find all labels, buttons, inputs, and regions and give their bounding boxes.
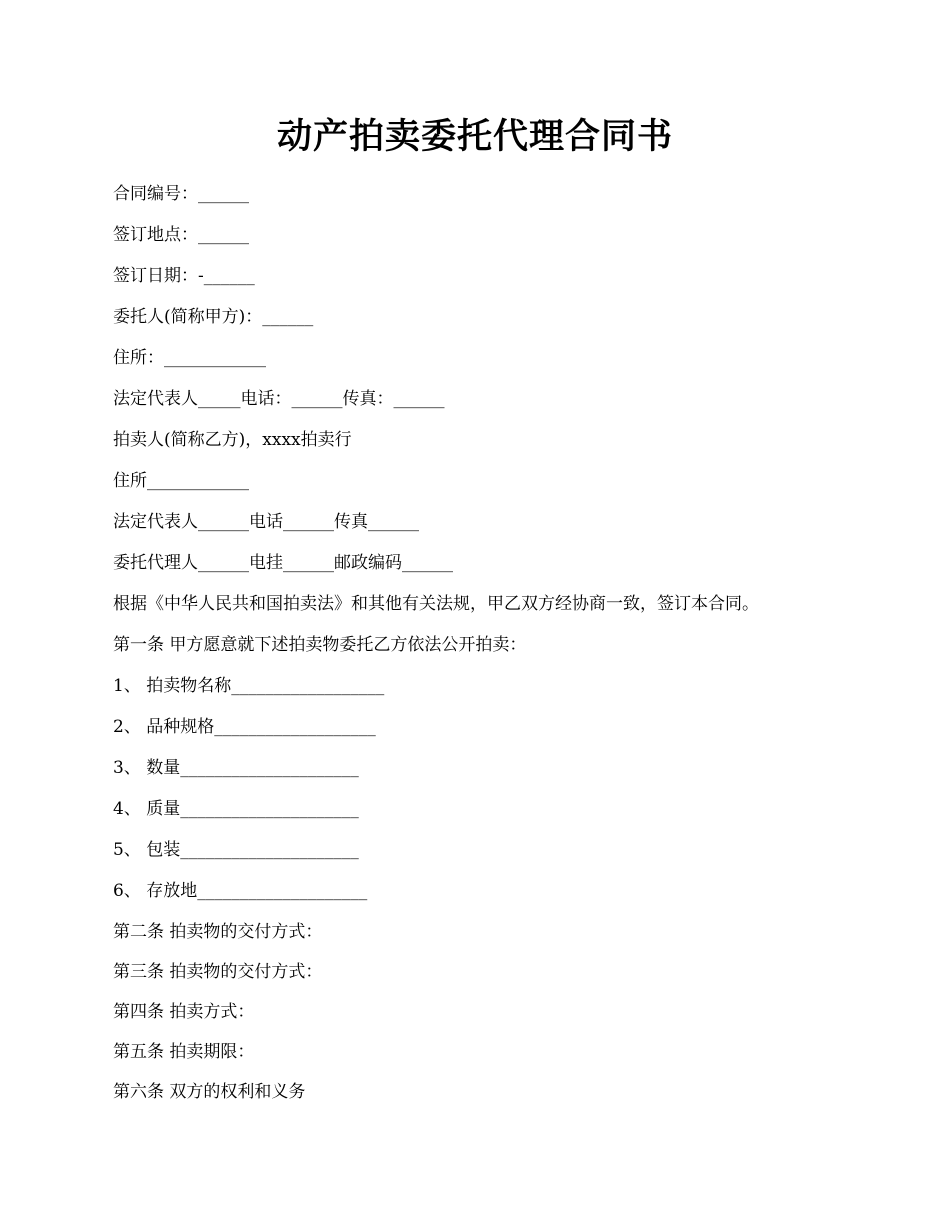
- principal-line: 委托人(简称甲方)：______: [113, 307, 314, 327]
- auctioneer-representative-line: 法定代表人______电话______传真______: [113, 512, 419, 532]
- list-item-specification: 2、 品种规格___________________: [113, 717, 376, 737]
- principal-address-line: 住所：____________: [113, 348, 266, 368]
- article-1-heading: 第一条 甲方愿意就下述拍卖物委托乙方依法公开拍卖：: [113, 635, 527, 655]
- auctioneer-line: 拍卖人(简称乙方)，xxxx拍卖行: [113, 430, 352, 450]
- article-4-heading: 第四条 拍卖方式：: [113, 1002, 255, 1022]
- list-item-quantity: 3、 数量_____________________: [113, 758, 359, 778]
- signing-place-line: 签订地点：______: [113, 225, 249, 245]
- document-body: [113, 179, 853, 1117]
- article-3-heading: 第三条 拍卖物的交付方式：: [113, 962, 323, 982]
- list-item-packaging: 5、 包装_____________________: [113, 840, 359, 860]
- list-item-item-name: 1、 拍卖物名称__________________: [113, 676, 385, 696]
- document-title: 动产拍卖委托代理合同书: [276, 116, 673, 157]
- preamble-paragraph: 根据《中华人民共和国拍卖法》和其他有关法规，甲乙双方经协商一致，签订本合同。: [113, 594, 759, 614]
- agent-line: 委托代理人______电挂______邮政编码______: [113, 553, 453, 573]
- article-6-heading: 第六条 双方的权利和义务: [113, 1082, 306, 1102]
- article-5-heading: 第五条 拍卖期限：: [113, 1042, 255, 1062]
- contract-number-line: 合同编号：______: [113, 184, 249, 204]
- auctioneer-address-line: 住所____________: [113, 471, 249, 491]
- list-item-quality: 4、 质量_____________________: [113, 799, 359, 819]
- list-item-storage: 6、 存放地____________________: [113, 881, 368, 901]
- principal-representative-line: 法定代表人_____电话：______传真：______: [113, 389, 445, 409]
- signing-date-line: 签订日期：-______: [113, 266, 255, 286]
- article-2-heading: 第二条 拍卖物的交付方式：: [113, 922, 323, 942]
